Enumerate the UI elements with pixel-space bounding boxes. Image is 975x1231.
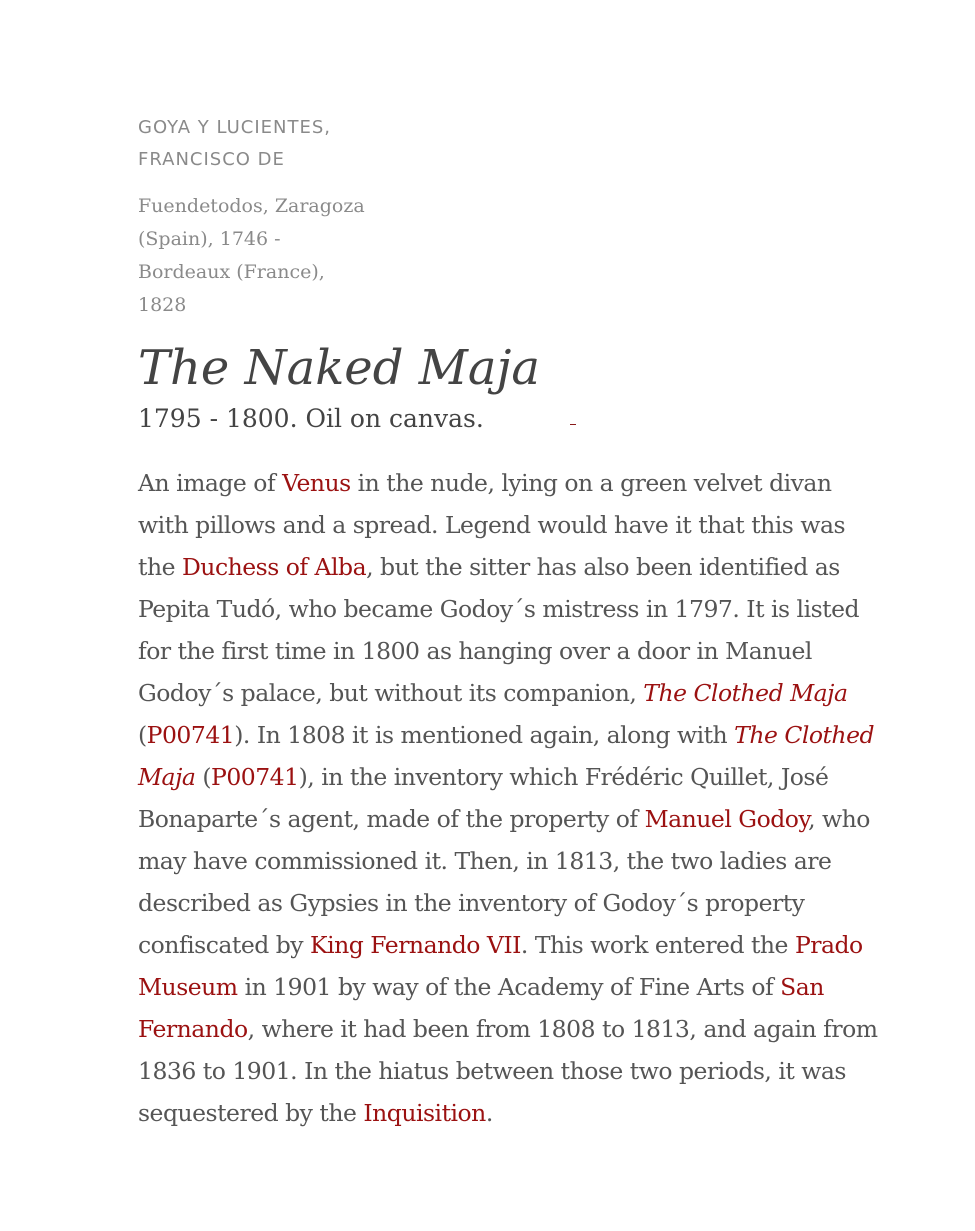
link-duchess-of-alba[interactable]: Duchess of Alba	[181, 553, 367, 581]
artist-name[interactable]: GOYA Y LUCIENTES, FRANCISCO DE	[138, 117, 332, 170]
artwork-title: The Naked Maja	[138, 340, 540, 396]
tick-mark	[570, 424, 576, 425]
description-text: ), in the inventory which Frédéric Quillet, José Bonaparte´s agent, made of the property of	[138, 763, 829, 833]
description-text: .	[485, 1099, 493, 1127]
description-text: (	[138, 721, 147, 749]
artwork-page	[138, 112, 878, 1134]
link-king-fernando-vii[interactable]: King Fernando VII	[310, 931, 521, 959]
link-p00741[interactable]: P00741	[211, 763, 299, 791]
artwork-description	[138, 462, 878, 1134]
description-text: An image of	[138, 469, 283, 497]
link-inquisition[interactable]: Inquisition	[363, 1099, 486, 1127]
description-text: in 1901 by way of the Academy of Fine Arts of	[237, 973, 781, 1001]
link-manuel-godoy[interactable]: Manuel Godoy	[644, 805, 809, 833]
artist-bio: Fuendetodos, Zaragoza (Spain), 1746 - Bordeaux (France), 1828	[138, 195, 365, 316]
link-clothed-maja[interactable]: The Clothed Maja	[138, 721, 875, 791]
link-venus[interactable]: Venus	[282, 469, 351, 497]
description-text: , who may have commissioned it. Then, in 1813, the two ladies are described as Gypsies in the inventory of Godoy´s property confiscated by	[138, 805, 870, 959]
description-text: (	[195, 763, 212, 791]
description-text: , but the sitter has also been identified as Pepita Tudó, who became Godoy´s mistress in 1797. It is listed for the first time in 1800 as hanging over a door in Manuel Godoy´s palace, but without its companion,	[138, 553, 860, 707]
description-text: . This work entered the	[520, 931, 795, 959]
link-clothed-maja[interactable]: The Clothed Maja	[643, 679, 848, 707]
description-text: ). In 1808 it is mentioned again, along with	[234, 721, 735, 749]
artwork-meta	[138, 402, 878, 436]
artwork-meta-text: 1795 - 1800. Oil on canvas.	[138, 404, 484, 433]
description-text: in the nude, lying on a green velvet divan with pillows and a spread. Legend would have it that this was the	[138, 469, 846, 581]
link-prado-museum[interactable]: Prado Museum	[138, 931, 863, 1001]
link-san-fernando[interactable]: San Fernando	[138, 973, 824, 1043]
description-text: , where it had been from 1808 to 1813, and again from 1836 to 1901. In the hiatus between those two periods, it was sequestered by the	[138, 1015, 878, 1127]
link-p00741[interactable]: P00741	[146, 721, 235, 749]
